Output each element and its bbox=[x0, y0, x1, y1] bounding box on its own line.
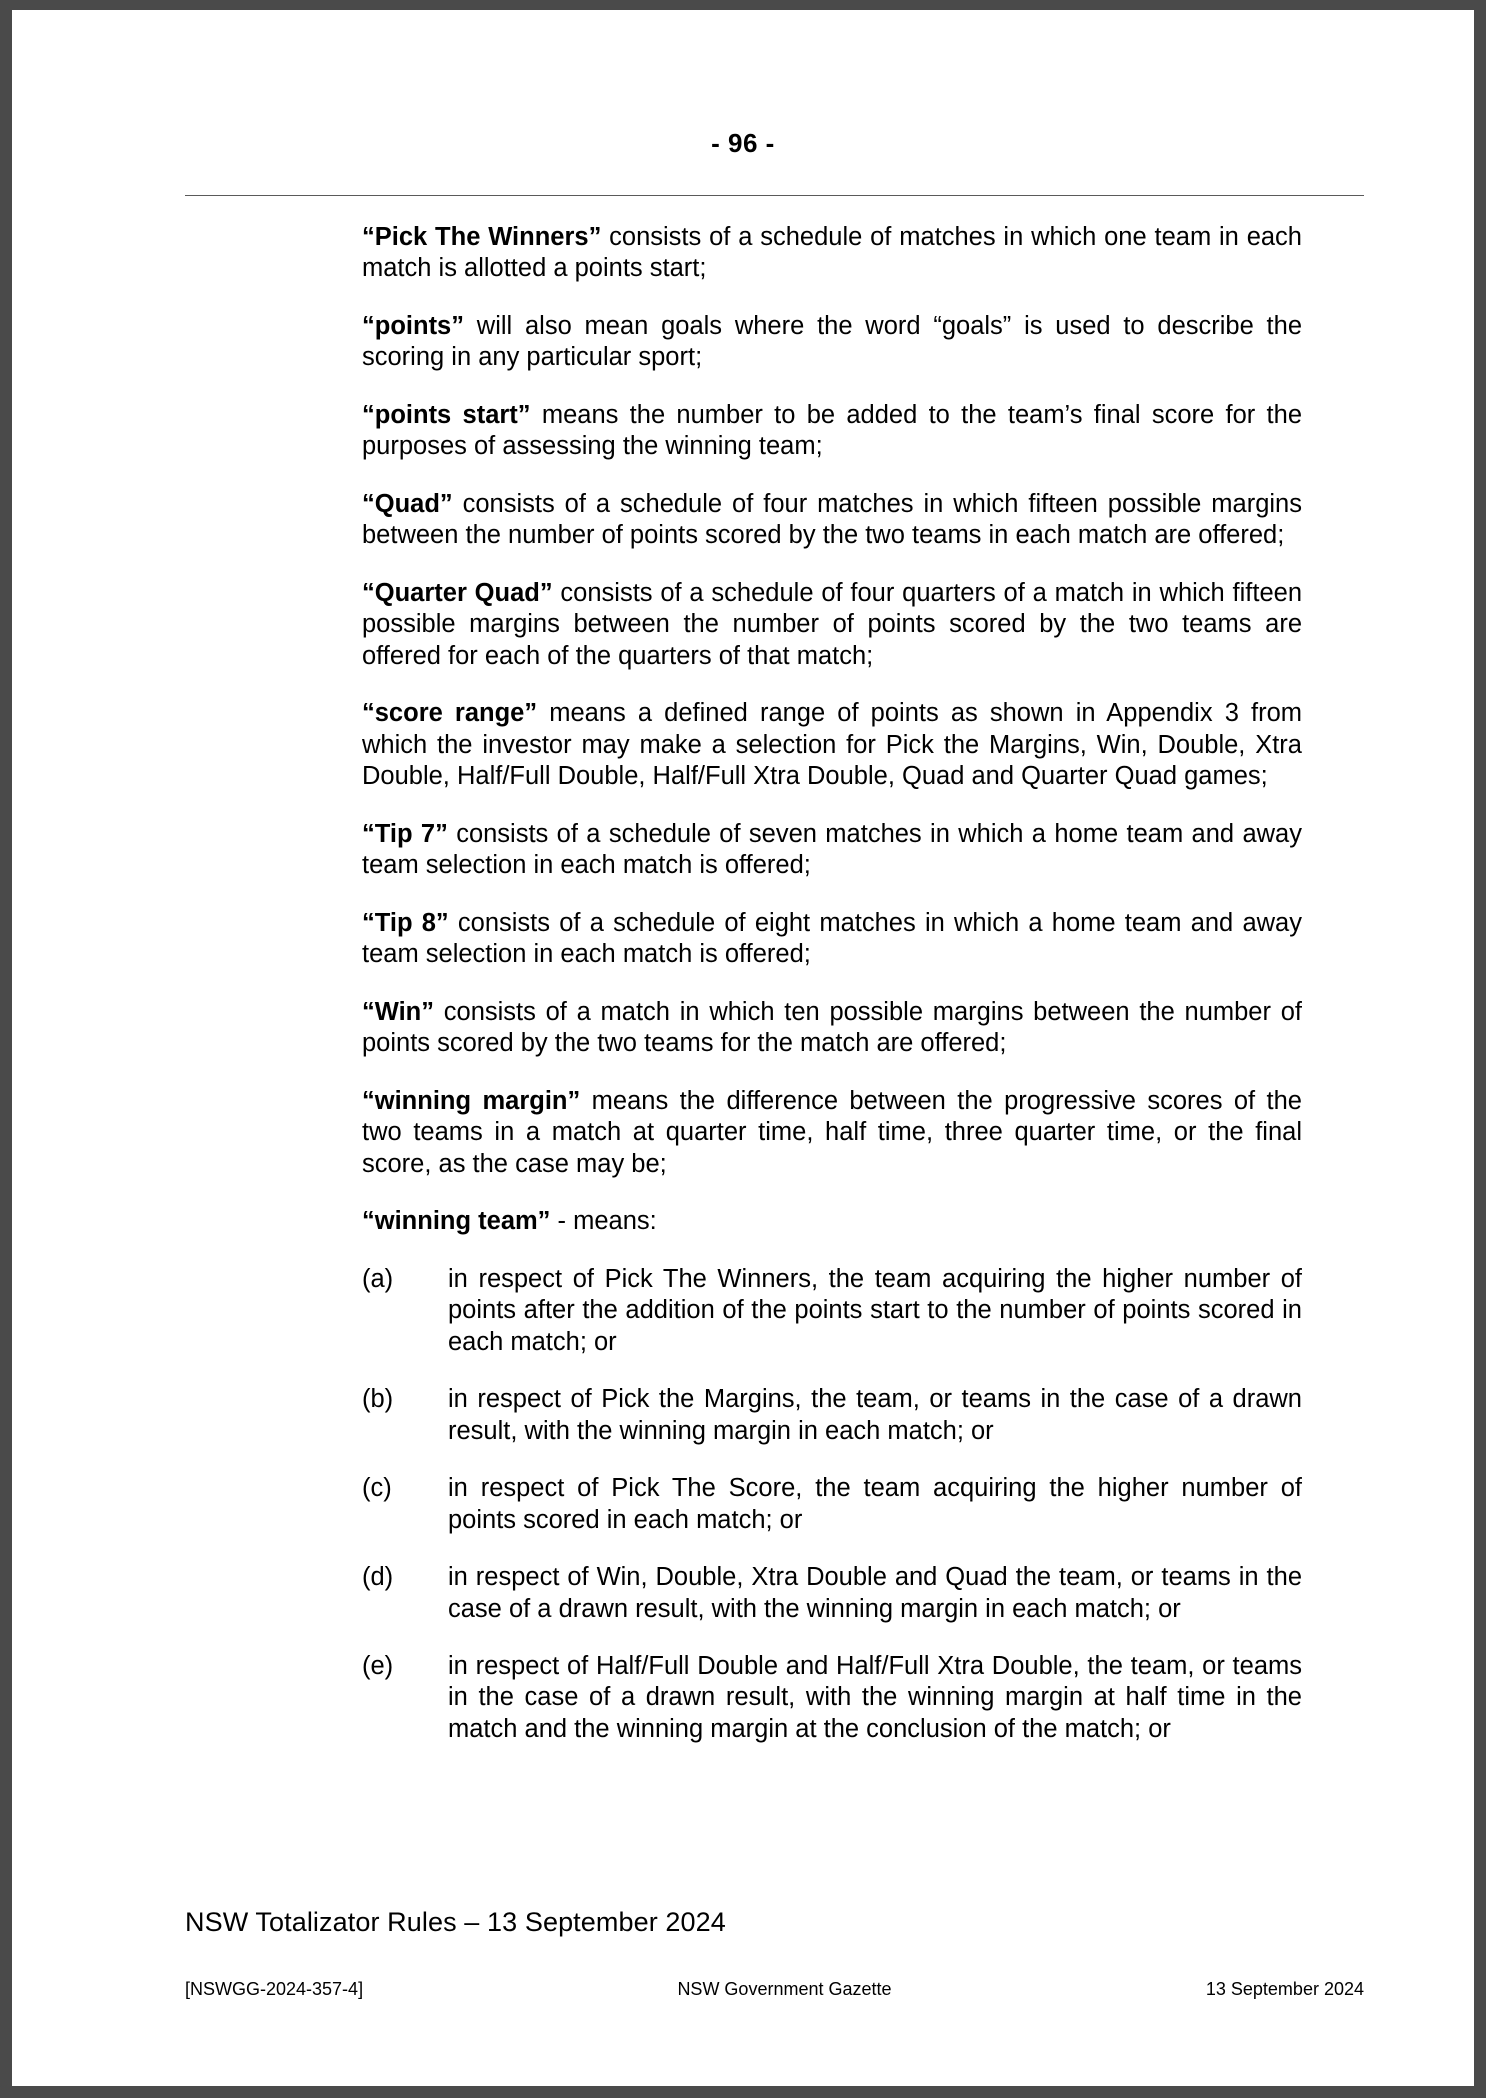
list-item bbox=[362, 1473, 1302, 1536]
list-item-marker: (c) bbox=[362, 1474, 392, 1503]
defined-term: “Tip 8” bbox=[362, 908, 449, 937]
list-item-text: in respect of Pick The Score, the team acquiring the higher number of points scored in each match; or bbox=[448, 1474, 1302, 1534]
list-item bbox=[362, 1562, 1302, 1625]
list-item-text: in respect of Half/Full Double and Half/Full Xtra Double, the team, or teams in the case of a drawn result, with the winning margin at half time in the match and the winning margin at the conclusion of the match; or bbox=[448, 1651, 1302, 1743]
list-item-text: in respect of Pick The Winners, the team acquiring the higher number of points after the addition of the points start to the number of points scored in each match; or bbox=[448, 1264, 1302, 1356]
definition-text: consists of a schedule of eight matches in which a home team and away team selection in each match is offered; bbox=[362, 908, 1302, 969]
defined-term: “Pick The Winners” bbox=[362, 223, 602, 251]
definition-paragraph bbox=[362, 489, 1302, 552]
definition-text: - means: bbox=[550, 1207, 657, 1236]
definition-paragraph bbox=[362, 311, 1302, 374]
page-number: - 96 - bbox=[711, 128, 775, 158]
definition-paragraph bbox=[362, 578, 1302, 672]
header-divider bbox=[185, 195, 1364, 196]
list-item-marker: (e) bbox=[362, 1651, 394, 1680]
definition-text: means a defined range of points as shown in Appendix 3 from which the investor may make a selection for Pick the Margins, Win, Double, Xtra Double, Half/Full Double, Half/Full Xtra Double, Quad and Quarter Quad games; bbox=[362, 699, 1302, 791]
definition-paragraph bbox=[362, 908, 1302, 971]
definition-paragraph bbox=[362, 222, 1302, 285]
list-item bbox=[362, 1264, 1302, 1358]
definitions-body bbox=[362, 222, 1302, 1771]
defined-term: “winning team” bbox=[362, 1207, 551, 1236]
defined-term: “points” bbox=[362, 311, 464, 340]
defined-term: “Quad” bbox=[362, 489, 453, 518]
document-page bbox=[12, 10, 1474, 2086]
list-item-marker: (a) bbox=[362, 1264, 394, 1293]
defined-term: “Quarter Quad” bbox=[362, 578, 553, 607]
document-footer-title: NSW Totalizator Rules – 13 September 2024 bbox=[185, 1907, 726, 1937]
list-item bbox=[362, 1384, 1302, 1447]
definition-paragraph bbox=[362, 1206, 1302, 1237]
list-item-marker: (b) bbox=[362, 1385, 394, 1414]
gazette-publication: NSW Government Gazette bbox=[677, 1979, 892, 1999]
gazette-reference: [NSWGG-2024-357-4] bbox=[185, 1979, 364, 1999]
definition-text: consists of a schedule of matches in which one team in each match is allotted a points start; bbox=[362, 223, 1302, 283]
list-item bbox=[362, 1651, 1302, 1745]
defined-term: “Win” bbox=[362, 997, 435, 1026]
definition-paragraph bbox=[362, 698, 1302, 792]
list-item-marker: (d) bbox=[362, 1563, 394, 1592]
definition-text: consists of a schedule of four quarters of a match in which fifteen possible margins between the number of points scored by the two teams are offered for each of the quarters of that match; bbox=[362, 578, 1302, 670]
defined-term: “Tip 7” bbox=[362, 819, 448, 848]
definition-text: consists of a schedule of four matches in which fifteen possible margins between the number of points scored by the two teams in each match are offered; bbox=[362, 489, 1302, 550]
defined-term: “score range” bbox=[362, 699, 538, 728]
definition-text: consists of a match in which ten possible margins between the number of points scored by the two teams for the match are offered; bbox=[362, 997, 1302, 1058]
gazette-date: 13 September 2024 bbox=[1205, 1979, 1364, 1999]
definition-paragraph bbox=[362, 819, 1302, 882]
list-item-text: in respect of Win, Double, Xtra Double and Quad the team, or teams in the case of a drawn result, with the winning margin in each match; or bbox=[448, 1563, 1302, 1623]
definition-paragraph bbox=[362, 1086, 1302, 1180]
definition-text: means the difference between the progressive scores of the two teams in a match at quarter time, half time, three quarter time, or the final score, as the case may be; bbox=[362, 1086, 1302, 1178]
definition-text: will also mean goals where the word “goals” is used to describe the scoring in any particular sport; bbox=[362, 311, 1302, 372]
definition-paragraph bbox=[362, 400, 1302, 463]
list-item-text: in respect of Pick the Margins, the team, or teams in the case of a drawn result, with the winning margin in each match; or bbox=[448, 1385, 1302, 1445]
gazette-footer bbox=[185, 1979, 1364, 2000]
page-content bbox=[12, 10, 1474, 2086]
definition-text: consists of a schedule of seven matches in which a home team and away team selection in each match is offered; bbox=[362, 819, 1302, 880]
definition-paragraph bbox=[362, 997, 1302, 1060]
defined-term: “points start” bbox=[362, 400, 531, 429]
definition-text: means the number to be added to the team’s final score for the purposes of assessing the winning team; bbox=[362, 400, 1303, 461]
defined-term: “winning margin” bbox=[362, 1086, 581, 1115]
